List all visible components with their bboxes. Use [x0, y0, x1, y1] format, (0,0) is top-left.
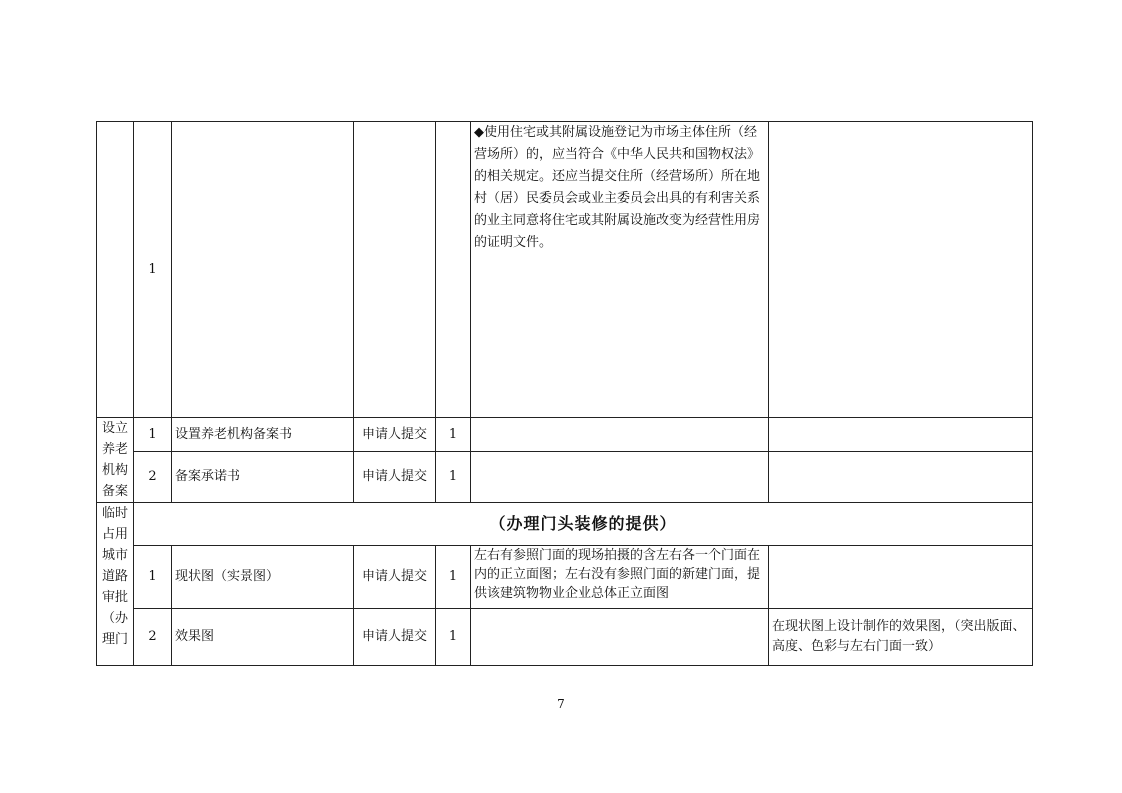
copies-cell: 1: [436, 418, 471, 452]
requirement-cell: ◆使用住宅或其附属设施登记为市场主体住所（经营场所）的，应当符合《中华人民共和国物权法》的相关规定。还应当提交住所（经营场所）所在地村（居）民委员会或业主委员会出具的有利害关系的业主同意将住宅或其附属设施改变为经营性用房的证明文件。: [471, 122, 769, 418]
copies-cell: 1: [436, 609, 471, 666]
table-row: [97, 546, 1033, 609]
requirement-cell: [471, 609, 769, 666]
category-cell: [97, 503, 134, 666]
table-row-continuation: [97, 122, 1033, 418]
materials-table: [96, 121, 1033, 666]
number-cell: 2: [134, 452, 172, 503]
remark-cell: 在现状图上设计制作的效果图，（突出版面、高度、色彩与左右门面一致）: [769, 609, 1033, 666]
source-cell: 申请人提交: [354, 452, 436, 503]
remark-cell: [769, 122, 1033, 418]
requirement-cell: [471, 418, 769, 452]
number-cell: 1: [134, 122, 172, 418]
table-section-row: [97, 503, 1033, 546]
table-row: [97, 452, 1033, 503]
requirement-cell: [471, 452, 769, 503]
source-cell: [354, 122, 436, 418]
source-cell: 申请人提交: [354, 418, 436, 452]
source-cell: 申请人提交: [354, 546, 436, 609]
material-cell: 效果图: [172, 609, 354, 666]
material-cell: 备案承诺书: [172, 452, 354, 503]
category-label: 设立养老机构备案: [102, 421, 129, 499]
material-cell: [172, 122, 354, 418]
number-cell: 1: [134, 418, 172, 452]
table-row: [97, 609, 1033, 666]
section-title: （办理门头装修的提供）: [134, 503, 1033, 546]
page-number: 7: [557, 697, 565, 711]
number-cell: 2: [134, 609, 172, 666]
copies-cell: [436, 122, 471, 418]
material-cell: 设置养老机构备案书: [172, 418, 354, 452]
category-label: 临时占用城市道路审批（办理门: [102, 506, 129, 647]
table-row: [97, 418, 1033, 452]
remark-cell: [769, 546, 1033, 609]
number-cell: 1: [134, 546, 172, 609]
category-cell: [97, 122, 134, 418]
source-cell: 申请人提交: [354, 609, 436, 666]
material-cell: 现状图（实景图）: [172, 546, 354, 609]
remark-cell: [769, 418, 1033, 452]
category-cell: [97, 418, 134, 503]
remark-cell: [769, 452, 1033, 503]
requirement-cell: 左右有参照门面的现场拍摄的含左右各一个门面在内的正立面图；左右没有参照门面的新建门面，提供该建筑物物业企业总体正立面图: [471, 546, 769, 609]
copies-cell: 1: [436, 546, 471, 609]
copies-cell: 1: [436, 452, 471, 503]
